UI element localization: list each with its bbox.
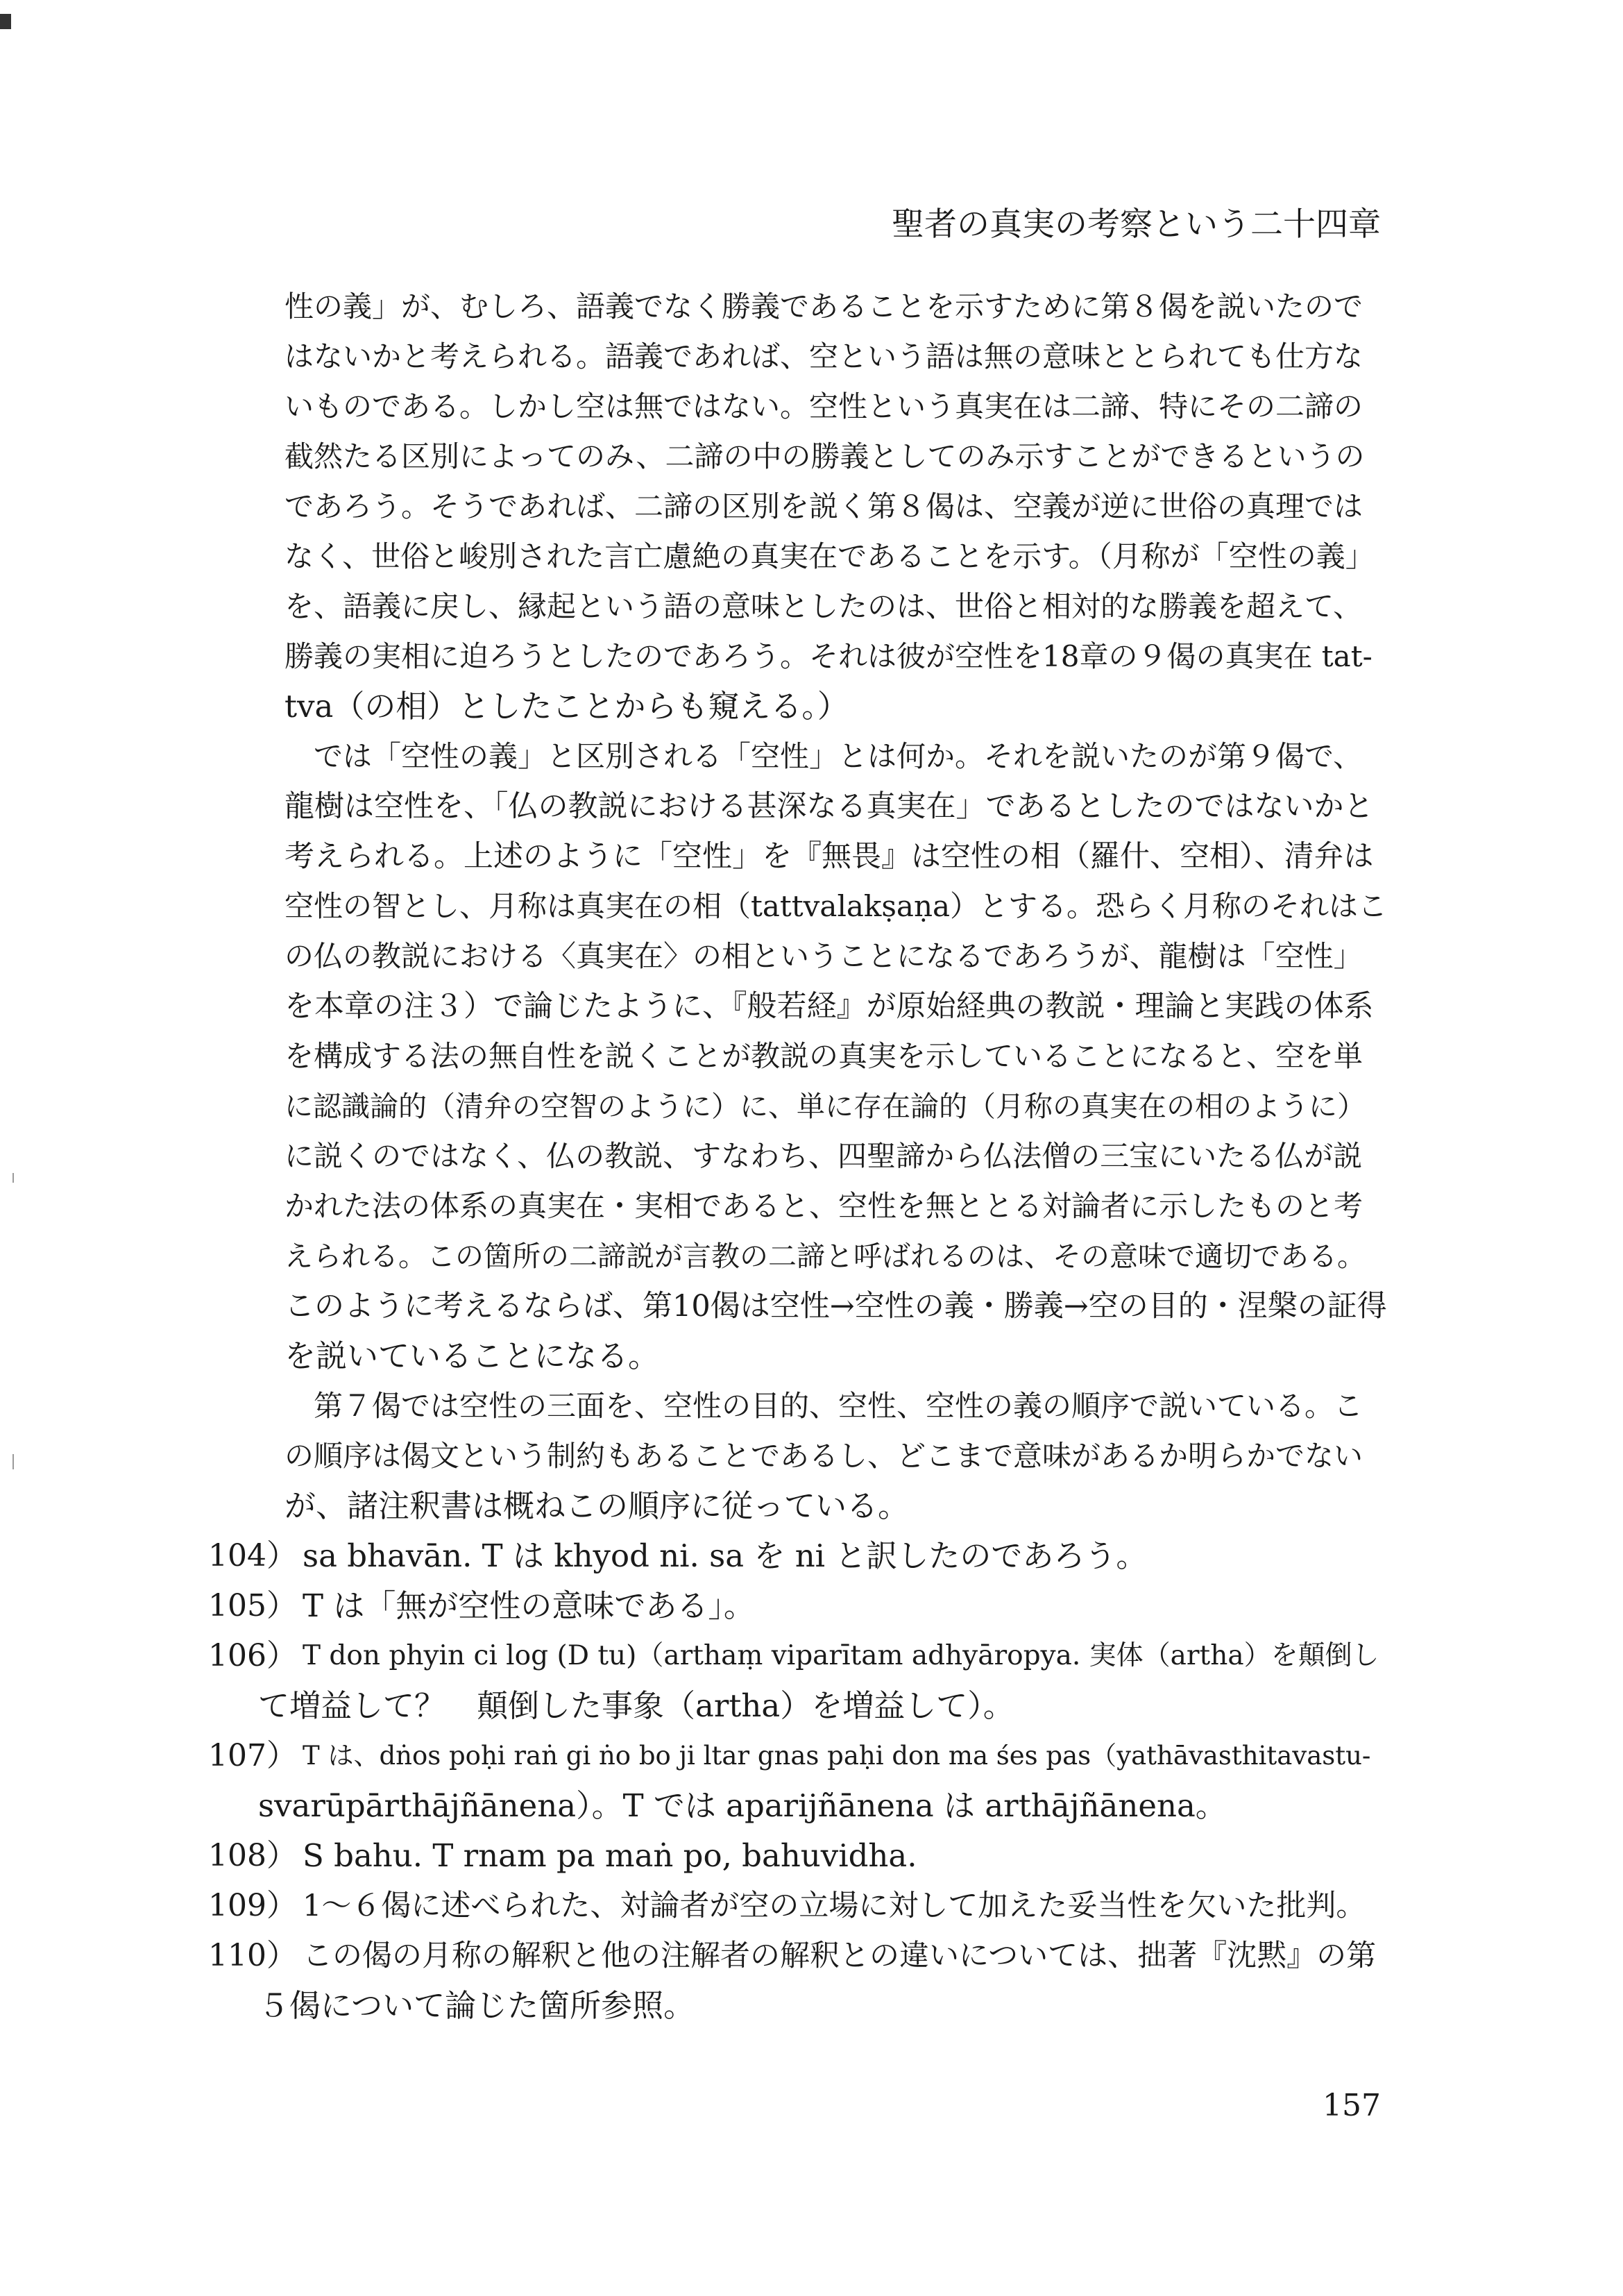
body-line: このように考えるならば、第10偈は空性→空性の義・勝義→空の目的・涅槃の証得 [284,1289,1387,1324]
note-number: 104） [208,1538,297,1573]
running-header: 聖者の真実の考察という二十四章 [892,205,1381,244]
body-line: であろう。そうであれば、二諦の区別を説く第８偈は、空義が逆に世俗の真理では [284,489,1363,523]
body-line: 第７偈では空性の三面を、空性の目的、空性、空性の義の順序で説いている。こ [284,1389,1363,1423]
note-text: S bahu. T rnam pa maṅ po, bahuvidha. [303,1837,917,1874]
body-line: 空性の智とし、月称は真実在の相（tattvalakṣaṇa）とする。恐らく月称のそれはこ [284,889,1388,923]
body-line: 勝義の実相に迫ろうとしたのであろう。それは彼が空性を18章の９偈の真実在 tat- [284,639,1373,673]
note-number: 106） [208,1638,297,1673]
body-line: いものである。しかし空は無ではない。空性という真実在は二諦、特にその二諦の [284,389,1363,423]
body-line: 考えられる。上述のように「空性」を『無畏』は空性の相（羅什、空相）、清弁は [284,839,1374,874]
note-text: T don phyin ci log (D tu)（arthaṃ viparītam adhyāropya. 実体（artha）を顛倒し [303,1640,1379,1671]
body-line: はないかと考えられる。語義であれば、空という語は無の意味ととられても仕方な [284,339,1363,373]
body-line: 截然たる区別によってのみ、二諦の中の勝義としてのみ示すことができるというの [284,439,1365,473]
note-text: T は、dṅos poḥi raṅ gi ṅo bo ji ltar gnas paḥi don ma śes pas（yathāvasthitavastu- [303,1741,1371,1771]
body-line: を、語義に戻し、縁起という語の意味としたのは、世俗と相対的な勝義を超えて、 [284,589,1363,623]
body-line: tva（の相）としたことからも窺える。） [284,688,849,725]
body-line: を説いていることになる。 [284,1337,660,1374]
body-line: が、諸注釈書は概ねこの順序に従っている。 [284,1487,910,1524]
body-line: を構成する法の無自性を説くことが教説の真実を示していることになると、空を単 [284,1039,1363,1073]
note-text: この偈の月称の解釈と他の注解者の解釈との違いについては、拙著『沈黙』の第 [303,1939,1377,1973]
body-line: に説くのではなく、仏の教説、すなわち、四聖諦から仏法僧の三宝にいたる仏が説 [284,1139,1363,1173]
body-line: の仏の教説における〈真実在〉の相ということになるであろうが、龍樹は「空性」 [284,939,1363,973]
note-text: ５偈について論じた箇所参照。 [258,1987,695,2024]
body-line: かれた法の体系の真実在・実相であると、空性を無ととる対論者に示したものと考 [284,1189,1363,1223]
note-text: て増益して？ 顛倒した事象（artha）を増益して）。 [258,1687,1014,1724]
body-line: 龍樹は空性を、「仏の教説における甚深なる真実在」であるとしたのではないかと [284,789,1374,824]
note-number: 108） [208,1838,297,1873]
body-line: を本章の注３）で論じたように、『般若経』が原始経典の教説・理論と実践の体系 [284,989,1374,1024]
note-text: sa bhavān. T は khyod ni. sa を ni と訳したのであろう。 [303,1537,1148,1574]
note-number: 109） [208,1888,297,1923]
note-text: T は「無が空性の意味である」。 [303,1587,755,1624]
margin-tick [12,1173,14,1183]
note-number: 105） [208,1588,297,1623]
note-text: svarūpārthājñānena）。T では aparijñānena は arthājñānena。 [258,1787,1227,1824]
body-line: では「空性の義」と区別される「空性」とは何か。それを説いたのが第９偈で、 [284,739,1363,773]
body-line: 性の義」が、むしろ、語義でなく勝義であることを示すために第８偈を説いたので [284,289,1363,323]
scan-edge-mark [0,14,11,29]
body-line: えられる。この箇所の二諦説が言教の二諦と呼ばれるのは、その意味で適切である。 [284,1240,1366,1273]
body-line: の順序は偈文という制約もあることであるし、どこまで意味があるか明らかでない [284,1439,1363,1473]
body-line: なく、世俗と峻別された言亡慮絶の真実在であることを示す。（月称が「空性の義」 [284,539,1375,573]
note-number: 107） [208,1738,297,1773]
margin-tick [12,1454,14,1469]
page-number: 157 [1323,2088,1381,2123]
note-text: 1～６偈に述べられた、対論者が空の立場に対して加えた妥当性を欠いた批判。 [303,1889,1366,1923]
note-number: 110） [208,1938,297,1973]
body-line: に認識論的（清弁の空智のように）に、単に存在論的（月称の真実在の相のように） [284,1090,1366,1123]
